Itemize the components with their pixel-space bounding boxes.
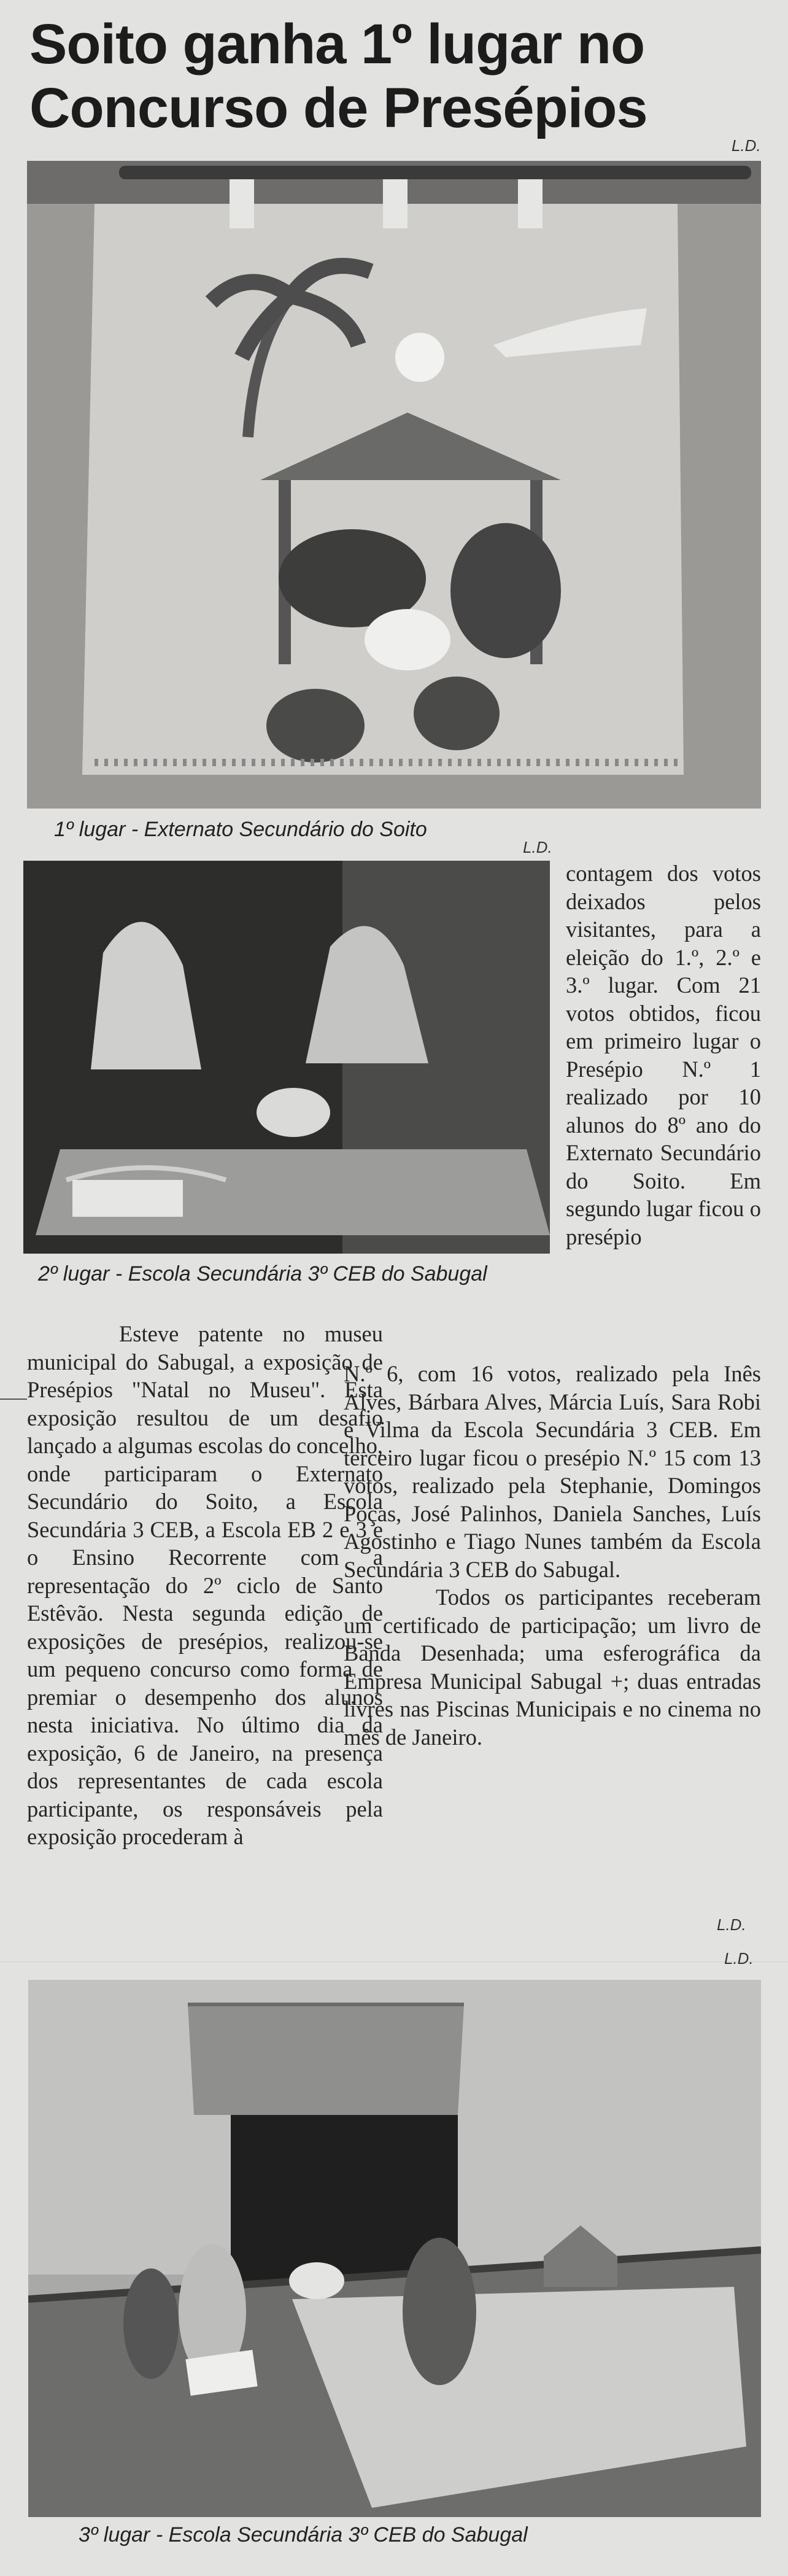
caption-first-place: 1º lugar - Externato Secundário do Soito: [54, 818, 427, 841]
text-column-left: [27, 1320, 383, 1851]
text-column-right-top: [566, 859, 761, 1251]
photo-first-place: [27, 161, 761, 809]
credit-third-place: L.D.: [724, 1949, 754, 1968]
paragraph-results-continued: N.º 6, com 16 votos, realizado pela Inês Alves, Bárbara Alves, Márcia Luís, Sara Robi e Vilma da Escola Secundária 3 CEB. Em terceiro lugar ficou o presépio N.º 15 com 13 votos, realizado pela Stephanie, Domingos Poças, José Palinhos, Daniela Sanches, Luís Agostinho e Tiago Nunes também da Escola Secundária 3 CEB do Sabugal.: [344, 1361, 761, 1582]
paragraph-prizes: Todos os participantes receberam um certificado de participação; um livro de Banda Desenhada; uma esferográfica da Empresa Municipal Sabugal +; duas entradas livres nas Piscinas Municipais e no cinema no mês de Janeiro.: [344, 1585, 761, 1750]
caption-third-place: 3º lugar - Escola Secundária 3º CEB do Sabugal: [79, 2523, 528, 2547]
paragraph-results: contagem dos votos deixados pelos visitantes, para a eleição do 1.º, 2.º e 3.º lugar. Com 21 votos obtidos, ficou em primeiro lugar o Presépio N.º 1 realizado por 10 alunos do 8º ano do Externato Secundário do Soito. Em segundo lugar ficou o presépio: [566, 861, 761, 1249]
tapestry-nativity-image: [27, 161, 761, 809]
photo-third-place: [28, 1980, 761, 2517]
divider: [0, 1961, 788, 1962]
end-credit: L.D.: [717, 1915, 746, 1934]
text-column-right-continued: [344, 1360, 761, 1751]
headline-credit: L.D.: [732, 136, 761, 155]
credit-first-place: L.D.: [523, 838, 552, 856]
paragraph-intro: Esteve patente no museu municipal do Sabugal, a exposição de Presépios "Natal no Museu". Esta exposição resultou de um desafio lançado a algumas escolas do concelho, onde participaram o Externato Secundário do Soito, a Escola Secundária 3 CEB, a Escola EB 2 e 3 e o Ensino Recorrente com a representação do 2º ciclo de Santo Estêvão. Nesta segunda edição de exposições de presépios, realizou-se um pequeno concurso como forma de premiar o desempenho dos alunos nesta iniciativa. No último dia da exposição, 6 de Janeiro, na presença dos representantes de cada escola participante, os responsáveis pela exposição procederam à: [27, 1321, 383, 1849]
photo-second-place: [23, 861, 550, 1254]
paper-nativity-image: [23, 861, 550, 1254]
clay-nativity-image: [28, 1980, 761, 2517]
headline: Soito ganha 1º lugar no Concurso de Presépios: [29, 13, 647, 139]
caption-second-place: 2º lugar - Escola Secundária 3º CEB do Sabugal: [38, 1262, 487, 1286]
column-rule: [0, 1399, 27, 1400]
